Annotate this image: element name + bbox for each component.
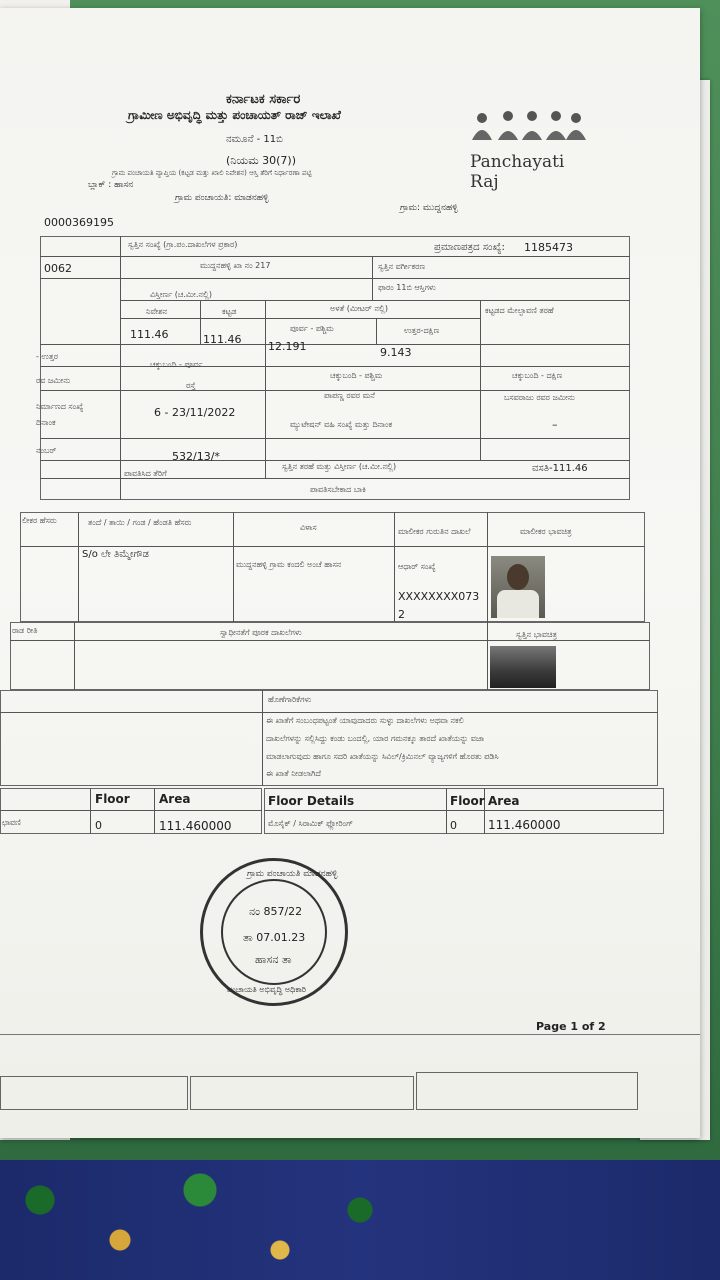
property-photo [490, 646, 556, 688]
property-number-label: ಸ್ವತ್ತಿನ ಸಂಖ್ಯೆ (ಗ್ರಾ.ಪಂ.ದಾಖಲೆಗಳ ಪ್ರಕಾರ) [128, 240, 238, 249]
east-west-label: ಪೂರ್ವ - ಪಶ್ಚಿಮ [290, 324, 334, 333]
block-label: ಬ್ಲಾಕ್ : ಹಾಸನ [88, 180, 134, 190]
footer-box-3 [416, 1072, 638, 1110]
page-number: Page 1 of 2 [536, 1020, 606, 1033]
area-header-left: Area [159, 792, 191, 806]
north-label: - ಉತ್ತರ [36, 352, 58, 361]
logo-text: Panchayati Raj [470, 152, 565, 192]
tax-paid-label: ಪಾವತಿಸಿದ ತೆರಿಗೆ [124, 469, 167, 478]
property-id-left: 0062 [44, 262, 72, 275]
dimension-label: ಅಳತೆ (ಮೀಟರ್ ನಲ್ಲಿ) [330, 304, 388, 313]
survey-number: 532/13/* [172, 450, 220, 463]
panchayati-raj-logo [468, 110, 588, 192]
header-title1: ಕರ್ನಾಟಕ ಸರ್ಕಾರ [226, 92, 301, 107]
property-type-label: ಸ್ವತ್ತಿನ ವರ್ಗೀಕರಣ [378, 262, 426, 271]
building-label: ಕಟ್ಟಡ [222, 307, 237, 316]
header-title2: ಗ್ರಾಮೀಣ ಅಭಿವೃದ್ಧಿ ಮತ್ತು ಪಂಚಾಯತ್ ರಾಜ್ ಇಲಾಖೆ [128, 108, 341, 122]
tax-due-label: ಪಾವತಿಸಬೇಕಾದ ಬಾಕಿ [310, 485, 366, 494]
seal-ring-text: ಗ್ರಾಮ ಪಂಚಾಯತಿ ಮಾಡನಹಳ್ಳಿ [247, 869, 338, 879]
certificate-number: 1185473 [524, 241, 573, 254]
survey-label: ನಂಬರ್ [36, 446, 57, 455]
remarks-line1: ಈ ಖಾತೆಗೆ ಸಂಬಂಧಪಟ್ಟಂತೆ ಯಾವುದಾದರು ಸುಳ್ಳು ದಾಖಲೆಗಳು ಅಥವಾ ನಕಲಿ [266, 716, 464, 725]
north-south-label: ಉತ್ತರ-ದಕ್ಷಿಣ [404, 326, 440, 335]
floor-header-right: Floor [450, 794, 485, 808]
property-type-value: ಫಾರಂ 11ಬಿ ಆಸ್ತಿಗಳು [378, 283, 436, 292]
property-type-area-label: ಸ್ವತ್ತಿನ ತರಹೆ ಮತ್ತು ವಿಸ್ತೀರ್ಣ (ಚ.ಮೀ.ನಲ್ಲಿ) [282, 462, 397, 471]
owner-id-label: ಮಾಲೀಕರ ಗುರುತಿನ ದಾಖಲೆ [398, 527, 471, 536]
area-value-left: 111.460000 [159, 819, 232, 833]
form-number: ನಮೂನೆ - 11ಬಿ [226, 134, 283, 145]
property-photo-label: ಸ್ವತ್ತಿನ ಭಾವಚಿತ್ರ [516, 630, 557, 639]
building-area: 111.46 [203, 333, 242, 346]
document-id: 0000369195 [44, 216, 114, 229]
footer-box-1 [0, 1076, 188, 1110]
approval-label: ನಿರ್ಮಾಣದ ಸಂಖ್ಯೆ [36, 402, 84, 411]
south-boundary-value: ಬಸವರಾಜು ರವರ ಜಮೀನು [504, 393, 575, 402]
date-label: ದಿನಾಂಕ [36, 418, 56, 427]
area-header-right: Area [488, 794, 520, 808]
floor-details-header: Floor Details [268, 794, 355, 808]
official-seal [200, 858, 348, 1006]
mutation-value: – [552, 418, 558, 431]
remarks-line3: ಮಾಡಲಾಗುವುದು ಹಾಗೂ ಸದರಿ ಖಾತೆಯನ್ನು ಸಿವಿಲ್/ಕ್ರಿಮಿನಲ್ ವ್ಯಾಜ್ಯಗಳಿಗೆ ಹೊರತು ಪಡಿಸಿ [266, 752, 499, 761]
east-west-value: 12.191 [268, 340, 307, 353]
property-number: ಮುದ್ದನಹಳ್ಳಿ ಖಾ ನಂ 217 [200, 261, 271, 270]
father-name: S/o ಲೇ ತಿಮ್ಮೇಗೌಡ [82, 549, 149, 560]
seal-place: ಹಾಸನ ತಾ [255, 953, 292, 966]
owner-photo-label: ಮಾಲೀಕರ ಭಾವಚಿತ್ರ [520, 527, 572, 536]
seal-number: ನಂ 857/22 [249, 905, 303, 918]
property-type-area-value: ವಸತಿ-111.46 [532, 463, 588, 474]
rule-number: (ನಿಯಮ 30(7)) [226, 154, 297, 167]
floor-detail-value: ಮೊಸೈಕ್ / ಸಿರಾಮಿಕ್ ಫ್ಲೋರಿಂಗ್ [268, 819, 354, 828]
footer-box-2 [190, 1076, 414, 1110]
site-area: 111.46 [130, 328, 169, 341]
aadhaar-label: ಆಧಾರ್ ಸಂಖ್ಯೆ [398, 562, 436, 571]
area-value-right: 111.460000 [488, 818, 561, 832]
father-name-label: ತಂದೆ / ತಾಯಿ / ಗಂಡ / ಹೆಂಡತಿ ಹೆಸರು [88, 518, 192, 527]
village-label: ಗ್ರಾಮ: ಮುದ್ದನಹಳ್ಳಿ [400, 203, 458, 213]
north-boundary-value: ರವ ಜಮೀನು [36, 376, 71, 385]
west-boundary-label: ಚಕ್ಕುಬಂದಿ - ಪಶ್ಚಿಮ [330, 371, 383, 380]
east-boundary-value: ರಸ್ತೆ [186, 381, 196, 390]
area-label: ವಿಸ್ತೀರ್ಣ (ಚ.ಮೀ.ನಲ್ಲಿ) [150, 290, 212, 299]
owner-photo [491, 556, 545, 618]
floor-value-left: 0 [95, 819, 102, 832]
east-boundary-label: ಚಕ್ಕುಬಂದಿ - ಪೂರ್ವ [150, 360, 203, 369]
approval-value: 6 - 23/11/2022 [154, 406, 236, 419]
aadhaar-number: XXXXXXXX073 [398, 590, 480, 603]
floor-value-right: 0 [450, 819, 457, 832]
supporting-docs-label: ಸ್ವಾಧೀನತೆಗೆ ಪೂರಕ ದಾಖಲೆಗಳು [220, 628, 302, 637]
floor-header-left: Floor [95, 792, 130, 806]
gp-label: ಗ್ರಾಮ ಪಂಚಾಯತಿ: ಮಾಡನಹಳ್ಳಿ [175, 193, 269, 203]
seal-bottom-text: ಪಂಚಾಯತಿ ಅಭಿವೃದ್ಧಿ ಅಧಿಕಾರಿ [227, 985, 306, 994]
owner-name-label: ಲೀಕರ ಹೆಸರು [22, 516, 57, 525]
roof-label: ಛಾವಣಿ [2, 818, 21, 827]
south-boundary-label: ಚಕ್ಕುಬಂದಿ - ದಕ್ಷಿಣ [512, 371, 563, 380]
remarks-label: ಹೊಣೆಗಾರಿಕೆಗಳು [268, 695, 312, 704]
remarks-line4: ಈ ಖಾತೆ ನೀಡಲಾಗಿದೆ [266, 769, 321, 778]
remarks-line2: ದಾಖಲೆಗಳನ್ನು ಸಲ್ಲಿಸಿದ್ದು ಕಂಡು ಬಂದಲ್ಲಿ, ಯಾರ ಗಮನಕ್ಕೂ ತಾರದೆ ಖಾತೆಯನ್ನು ವಜಾ [266, 734, 485, 743]
owner-address: ಮುದ್ದನಹಳ್ಳಿ ಗ್ರಾಮ ಕಂದಲಿ ಅಂಚೆ ಹಾಸನ [236, 560, 342, 569]
north-south-value: 9.143 [380, 346, 412, 359]
people-icon [468, 110, 588, 150]
aadhaar-number-cont: 2 [398, 608, 405, 621]
fabric-cloth [0, 1160, 720, 1280]
mode-label: ರಾಡ ರೀತಿ [12, 626, 38, 635]
seal-date: ತಾ 07.01.23 [243, 931, 306, 944]
west-boundary-value: ಪಾಪಣ್ಣ ರವರ ಮನೆ [324, 391, 375, 400]
mutation-label: ಮ್ಯುಟೇಷನ್ ವಹಿ ಸಂಖ್ಯೆ ಮತ್ತು ದಿನಾಂಕ [290, 420, 393, 429]
header-subline: ಗ್ರಾಮ ಪಂಚಾಯತಿ ವ್ಯಾಪ್ತಿಯ (ಕಟ್ಟಡ ಮತ್ತು ಖಾಲಿ ನಿವೇಶನ) ಆಸ್ತಿ ತೆರಿಗೆ ನಿರ್ಧಾರಣಾ ಪಟ್ಟಿ [112, 169, 312, 177]
building-type-label: ಕಟ್ಟಡದ ಮೇಲ್ಛಾವಣಿ ತರಹೆ [485, 306, 554, 315]
address-label: ವಿಳಾಸ [300, 523, 317, 532]
certificate-label: ಪ್ರಮಾಣಪತ್ರದ ಸಂಖ್ಯೆ: [434, 242, 505, 253]
site-label: ನಿವೇಶನ [146, 307, 168, 316]
